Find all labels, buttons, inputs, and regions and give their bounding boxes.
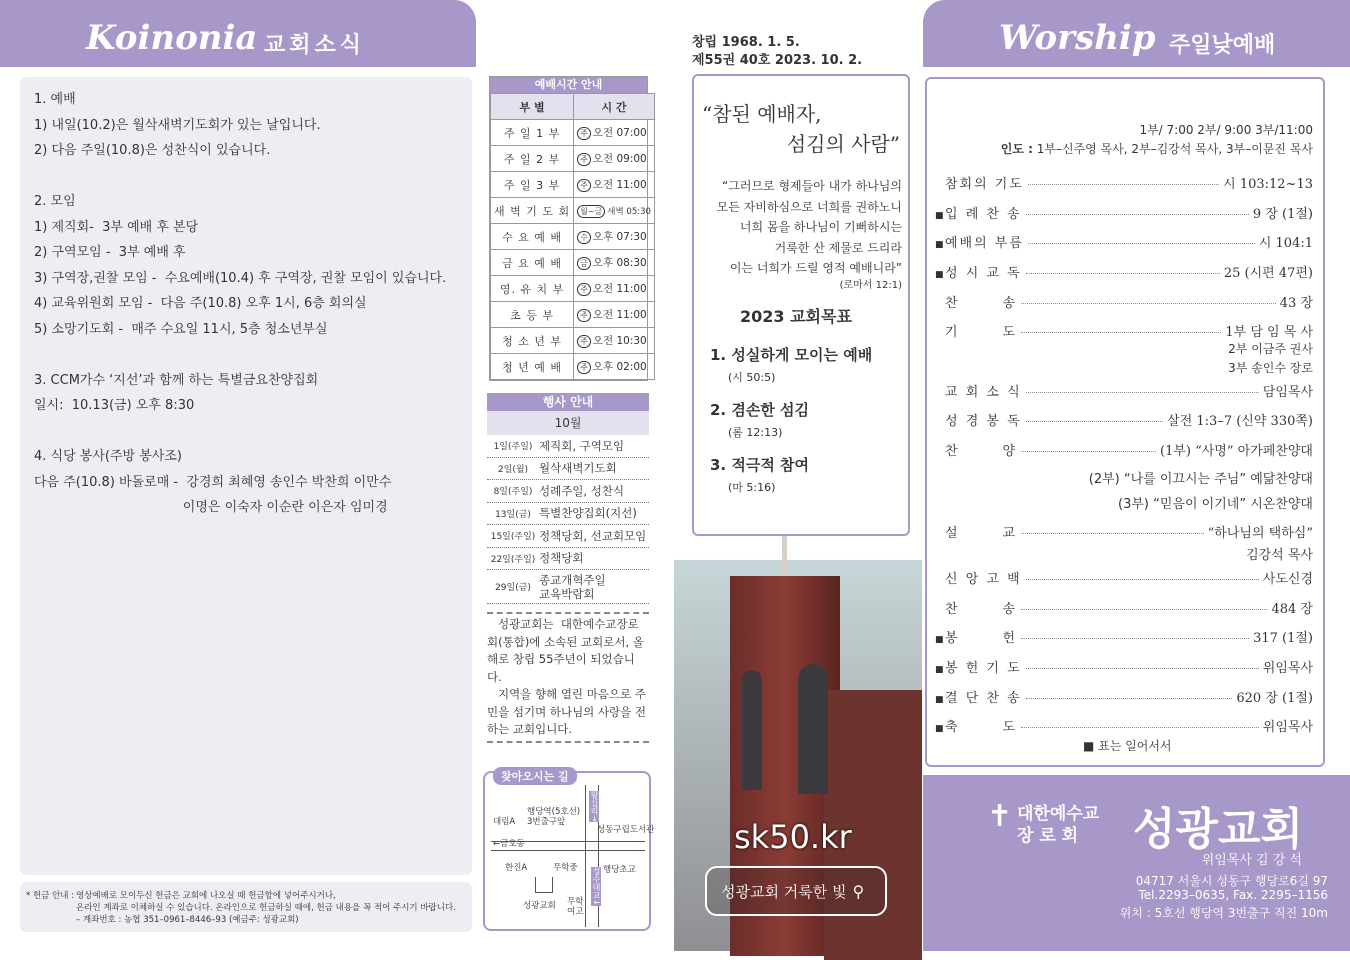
goal-ref: (롬 12:13) <box>728 426 783 439</box>
schedule-time-cell <box>574 276 655 302</box>
event-date: 8일(주일) <box>493 487 533 498</box>
order-label: 교 회 소 식 <box>945 385 1022 400</box>
order-label: 봉 헌 기 도 <box>945 661 1022 676</box>
leaders-text: 1부–신주영 목사, 2부–김강석 목사, 3부–이문진 목사 <box>1036 142 1313 156</box>
map-label: 왕십리→ <box>590 791 599 822</box>
event-item <box>487 570 649 604</box>
stand-marker: ■ <box>935 635 944 645</box>
offering-line: 온라인 계좌로 이체하실 수 있습니다. 온라인으로 헌금하실 때에, 헌금 내용을 꼭 적어 주시기 바랍니다. <box>76 903 456 913</box>
news-line: 3. CCM가수 ‘지선’과 함께 하는 특별금요찬양집회 <box>34 372 319 388</box>
koinonia-script-title: Koinonia <box>86 18 258 58</box>
event-item <box>487 480 649 503</box>
news-line <box>34 164 458 190</box>
order-item <box>941 410 1313 429</box>
schedule-row <box>491 146 655 172</box>
arched-window <box>742 670 762 790</box>
order-value: 317 (1절) <box>1253 631 1313 646</box>
koinonia-title: 교회소식 <box>264 33 366 58</box>
schedule-name: 영. 유 치 부 <box>491 276 574 302</box>
day-badge: 금 <box>577 257 591 270</box>
praise-extra-2: (2부) “나를 이끄시는 주님” 예닮찬양대 <box>1088 472 1313 487</box>
schedule-time-cell <box>574 198 655 224</box>
order-value: 담임목사 <box>1262 385 1313 400</box>
leader-dots <box>1026 579 1259 580</box>
order-item <box>935 262 1313 281</box>
leader-dots <box>1026 421 1164 422</box>
news-line <box>34 342 458 368</box>
stand-note: ■ 표는 일어서서 <box>1083 739 1172 753</box>
order-value: (1부) “사명” 아가페찬양대 <box>1160 444 1313 459</box>
schedule-name: 주 일 2 부 <box>491 146 574 172</box>
order-item <box>941 598 1313 617</box>
offering-panel <box>20 882 472 932</box>
schedule-row <box>491 172 655 198</box>
order-item <box>941 440 1313 459</box>
schedule-time: 오후 02:00 <box>592 361 647 373</box>
news-line: 3) 구역장,권찰 모임 - 수요예배(10.4) 후 구역장, 권찰 모임이 있습니다. <box>34 270 447 286</box>
order-label: 참회의 기도 <box>945 177 1024 192</box>
map-label: 성동구립도서관 <box>597 825 655 835</box>
news-list <box>20 77 472 531</box>
goal-text: 2. 겸손한 섬김 <box>710 401 810 419</box>
event-date: 13일(금) <box>495 509 531 520</box>
day-badge: 월~금 <box>577 205 605 218</box>
order-value: 9 장 (1절) <box>1252 207 1313 222</box>
founded-date: 창립 1968. 1. 5. <box>692 35 800 50</box>
order-label: 찬 송 <box>945 602 1018 617</box>
leader-dots <box>1021 451 1156 452</box>
order-label: 찬 송 <box>945 296 1018 311</box>
schedule-time: 오후 08:30 <box>592 257 647 269</box>
schedule-name: 새 벽 기 도 회 <box>491 198 574 224</box>
news-line: 2) 다음 주일(10.8)은 성찬식이 있습니다. <box>34 143 271 158</box>
worship-title: 주일낮예배 <box>1169 33 1276 58</box>
offering-line: 영상예배로 모이두신 헌금은 교회에 나오실 때 헌금함에 넣어주시거나, <box>76 891 336 901</box>
search-text: 성광교회 거룩한 빛 <box>721 882 847 901</box>
leader-dots <box>1026 698 1233 699</box>
order-value: 25 (시편 47편) <box>1223 266 1313 281</box>
day-badge: 주 <box>577 153 591 166</box>
news-line: 1) 제직회- 3부 예배 후 본당 <box>34 219 199 235</box>
event-item <box>487 503 649 526</box>
schedule-time: 오전 10:30 <box>592 335 647 347</box>
goal-list <box>710 344 900 509</box>
worship-script-title: Worship <box>999 18 1156 58</box>
event-text: 정책당회, 선교회모임 <box>539 528 647 543</box>
day-badge: 주 <box>577 179 591 192</box>
order-label: 성 경 봉 독 <box>945 414 1022 429</box>
schedule-row <box>491 302 655 328</box>
events-panel <box>487 393 649 604</box>
schedule-name: 주 일 3 부 <box>491 172 574 198</box>
order-item <box>935 232 1313 251</box>
schedule-time-cell <box>574 328 655 354</box>
worship-schedule <box>489 76 651 381</box>
order-value: 위임목사 <box>1262 720 1313 735</box>
verse-ref: (로마서 12:1) <box>839 280 902 291</box>
schedule-table <box>490 93 655 380</box>
schedule-name: 초 등 부 <box>491 302 574 328</box>
order-item <box>935 657 1313 676</box>
schedule-time: 오전 11:00 <box>592 309 647 321</box>
directions-map <box>483 770 655 931</box>
news-line: 4) 교육위원회 모임 - 다음 주(10.8) 오후 1시, 6층 회의실 <box>34 296 367 311</box>
schedule-name: 청 소 년 부 <box>491 328 574 354</box>
event-text: 성례주일, 성찬식 <box>539 483 625 498</box>
schedule-row <box>491 198 655 224</box>
events-list <box>487 435 649 604</box>
schedule-time: 오전 11:00 <box>592 179 647 191</box>
map-label: 행당역(5호선) 3번출구앞 <box>527 807 581 827</box>
event-item <box>487 548 649 571</box>
koinonia-header <box>0 0 476 67</box>
event-date: 29일(금) <box>495 583 531 593</box>
map-label: 무학중 <box>553 863 578 873</box>
events-month: 10월 <box>487 411 649 435</box>
order-value: 위임목사 <box>1262 661 1313 676</box>
leader-dots <box>1026 392 1259 393</box>
goal-item <box>710 454 900 495</box>
search-icon: ⚲ <box>852 881 865 901</box>
stand-marker: ■ <box>935 240 944 250</box>
map-label: 한진A <box>505 863 528 873</box>
news-line: 다음 주(10.8) 바돌로매 - 강경희 최혜영 송인수 박찬희 이만수 <box>34 474 392 490</box>
schedule-time-cell <box>574 224 655 250</box>
event-item <box>487 525 649 548</box>
website-url[interactable]: sk50.kr <box>734 818 852 856</box>
offering-line: – 계좌번호 : 농협 351–0961–8446–93 (예금주: 성광교회) <box>76 915 299 925</box>
schedule-row <box>491 250 655 276</box>
schedule-time: 오전 09:00 <box>592 153 647 165</box>
map-label: 행당초교 <box>603 865 636 875</box>
day-badge: 수 <box>577 231 591 244</box>
event-date: 2일(월) <box>497 464 529 475</box>
stand-marker: ■ <box>935 270 944 280</box>
news-line <box>34 419 458 445</box>
order-item <box>941 173 1313 192</box>
denomination-logo-icon: ✝ <box>987 799 1013 834</box>
schedule-title: 예배시간 안내 <box>490 77 647 93</box>
goal-item <box>710 344 900 385</box>
map-title: 찾아오시는 길 <box>493 767 577 785</box>
offering-text <box>76 890 456 926</box>
schedule-name: 금 요 예 배 <box>491 250 574 276</box>
news-line: 일시: 10.13(금) 오후 8:30 <box>34 398 195 413</box>
schedule-time: 오전 07:00 <box>592 127 647 139</box>
order-item <box>941 321 1313 340</box>
day-badge: 주 <box>577 335 591 348</box>
senior-pastor: 위임목사 김 강 석 <box>1201 853 1302 868</box>
order-value: 43 장 <box>1279 296 1313 311</box>
order-item <box>935 687 1313 706</box>
order-label: 성 시 교 독 <box>945 266 1022 281</box>
event-text: 정책당회 <box>539 551 584 566</box>
day-badge: 주 <box>577 361 591 374</box>
service-times: 1부/ 7:00 2부/ 9:00 3부/11:00 <box>1139 123 1313 137</box>
event-item <box>487 435 649 458</box>
leader-dots <box>1026 214 1249 215</box>
news-line: 2) 구역모임 - 3부 예배 후 <box>34 245 186 260</box>
news-line: 5) 소망기도회 - 매주 수요일 11시, 5층 청소년부실 <box>34 321 328 337</box>
schedule-time: 오후 07:30 <box>592 231 647 243</box>
order-label: 축 도 <box>945 720 1018 735</box>
order-item <box>935 716 1313 735</box>
order-label: 찬 양 <box>945 444 1018 459</box>
leader-dots <box>1021 533 1204 534</box>
news-line: 1) 내일(10.2)은 월삭새벽기도회가 있는 날입니다. <box>34 117 321 133</box>
map-label: ←금호동 <box>493 839 525 849</box>
verse-text: “그러므로 형제들아 내가 하나님의 모든 자비하심으로 너희를 권하노니 너희 몸을 하나님이 기뻐하시는 거룩한 산 제물로 드리라 이는 너희가 드릴 영적 예배니라” <box>716 179 902 275</box>
issue-number: 제55권 40호 2023. 10. 2. <box>692 53 863 68</box>
order-item <box>941 292 1313 311</box>
order-value: 484 장 <box>1271 602 1313 617</box>
order-label: 예배의 부름 <box>945 236 1024 251</box>
order-label: 입 례 찬 송 <box>945 207 1022 222</box>
news-panel <box>20 77 472 875</box>
address: 04717 서울시 성동구 행당로6길 97 <box>1135 874 1328 888</box>
order-value: 1부 담 임 목 사 <box>1225 325 1313 340</box>
goal-item <box>710 399 900 440</box>
theme-line-1: “참된 예배자, <box>702 102 822 126</box>
leaders-label: 인도 : <box>1000 142 1033 156</box>
schedule-row <box>491 328 655 354</box>
stand-marker: ■ <box>935 211 944 221</box>
event-text: 특별찬양집회(지선) <box>539 506 637 521</box>
event-text: 월삭새벽기도회 <box>539 461 617 476</box>
arched-window <box>798 664 828 794</box>
schedule-time-cell <box>574 120 655 146</box>
goal-ref: (마 5:16) <box>728 481 776 494</box>
worship-order <box>925 77 1325 767</box>
schedule-time-cell <box>574 302 655 328</box>
schedule-time: 새벽 05:30 <box>607 206 651 217</box>
leader-dots <box>1021 609 1267 610</box>
event-item <box>487 458 649 481</box>
order-item <box>935 203 1313 222</box>
location: 위치 : 5호선 행당역 3번출구 직진 10m <box>1119 906 1328 920</box>
schedule-name: 청 년 예 배 <box>491 354 574 380</box>
schedule-col-1: 부 별 <box>491 94 574 120</box>
order-value: 사도신경 <box>1262 572 1313 587</box>
leader-dots <box>1026 668 1259 669</box>
order-value: 620 장 (1절) <box>1236 691 1313 706</box>
church-marker-icon <box>535 877 553 893</box>
news-line: 2. 모임 <box>34 194 76 209</box>
schedule-row <box>491 354 655 380</box>
prayer-extra-2: 2부 이금주 권사 <box>1228 342 1313 356</box>
leader-dots <box>1021 303 1276 304</box>
denomination-line-1: 대한예수교 <box>1017 804 1100 824</box>
prayer-extra-3: 3부 송인수 장로 <box>1228 361 1313 375</box>
leader-dots <box>1028 184 1219 185</box>
day-badge: 주 <box>577 309 591 322</box>
schedule-time-cell <box>574 146 655 172</box>
schedule-name: 수 요 예 배 <box>491 224 574 250</box>
goal-title: 2023 교회목표 <box>740 307 852 326</box>
event-text: 제직회, 구역모임 <box>539 438 625 453</box>
events-title: 행사 안내 <box>487 393 649 411</box>
order-label: 기 도 <box>945 325 1018 340</box>
goal-text: 1. 성실하게 모이는 예배 <box>710 346 873 364</box>
order-value: “하나님의 택하심” <box>1207 526 1313 541</box>
event-text: 종교개혁주일 교육박람회 <box>539 572 606 601</box>
map-label: 성광교회 <box>523 901 556 911</box>
church-footer <box>923 775 1350 951</box>
order-label: 신 앙 고 백 <box>945 572 1022 587</box>
event-date: 15일(주일) <box>490 532 536 543</box>
search-box[interactable] <box>705 866 887 916</box>
worship-header <box>923 0 1350 67</box>
schedule-time-cell <box>574 172 655 198</box>
theme-line-2: 섬김의 사람” <box>786 132 900 156</box>
day-badge: 주 <box>577 127 591 140</box>
leader-dots <box>1021 332 1221 333</box>
map-label: 대림A <box>493 817 516 827</box>
order-item <box>941 381 1313 400</box>
schedule-time-cell <box>574 354 655 380</box>
leader-dots <box>1028 243 1255 244</box>
order-item <box>935 627 1313 646</box>
map-label: 성수대교↓ <box>592 867 601 906</box>
order-label: 봉 헌 <box>945 631 1018 646</box>
church-intro: 성광교회는 대한예수교장로회(통합)에 소속된 교회로서, 올해로 창립 55주년이 되었습니다. 지역을 향해 열린 마음으로 주민을 섬기며 하나님의 사랑을 전하는 교회입니다. <box>487 612 649 743</box>
order-label: 설 교 <box>945 526 1018 541</box>
schedule-time: 오전 11:00 <box>592 283 647 295</box>
praise-extra-3: (3부) “믿음이 이기네” 시온찬양대 <box>1118 497 1313 512</box>
order-item <box>941 522 1313 541</box>
schedule-row <box>491 276 655 302</box>
leader-dots <box>1021 638 1249 639</box>
leader-dots <box>1026 273 1220 274</box>
map-label: 무학 여고 <box>567 897 584 917</box>
event-date: 22일(주일) <box>490 554 536 565</box>
stand-marker: ■ <box>935 695 944 705</box>
offering-label: * 헌금 안내 : <box>26 891 75 901</box>
order-item <box>941 568 1313 587</box>
order-value: 살전 1:3–7 (신약 330쪽) <box>1167 414 1313 429</box>
schedule-col-2: 시 간 <box>574 94 655 120</box>
schedule-name: 주 일 1 부 <box>491 120 574 146</box>
leaders <box>1001 140 1313 157</box>
news-line: 이명은 이숙자 이순란 이은자 임미경 <box>34 500 388 515</box>
goal-ref: (시 50:5) <box>728 371 776 384</box>
church-name: 성광교회 <box>1133 804 1304 855</box>
sermon-preacher: 김강석 목사 <box>1246 548 1313 563</box>
leader-dots <box>1021 727 1259 728</box>
schedule-row <box>491 120 655 146</box>
goal-text: 3. 적극적 참여 <box>710 456 810 474</box>
order-value: 시 103:12~13 <box>1223 177 1313 192</box>
phone-fax: Tel.2293–0635, Fax. 2295–1156 <box>1138 888 1328 902</box>
news-line: 1. 예배 <box>34 92 76 107</box>
schedule-time-cell <box>574 250 655 276</box>
denomination-line-2: 장 로 회 <box>1017 826 1079 846</box>
stand-marker: ■ <box>935 724 944 734</box>
schedule-row <box>491 224 655 250</box>
event-date: 1일(주일) <box>493 442 533 453</box>
day-badge: 주 <box>577 283 591 296</box>
stand-marker: ■ <box>935 665 944 675</box>
order-value: 시 104:1 <box>1258 236 1313 251</box>
news-line: 4. 식당 봉사(주방 봉사조) <box>34 449 182 464</box>
order-label: 결 단 찬 송 <box>945 691 1022 706</box>
verse-box <box>692 74 910 536</box>
